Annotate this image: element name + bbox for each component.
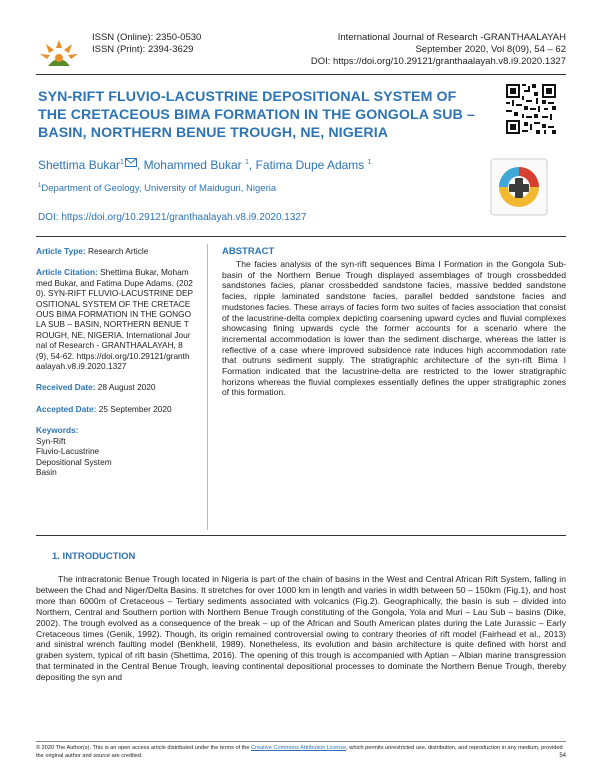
section-divider [36, 535, 566, 536]
author-list [38, 156, 372, 172]
author-2[interactable]: , Mohammed Bukar [136, 158, 242, 172]
page-title: SYN-RIFT FLUVIO-LACUSTRINE DEPOSITIONAL SYSTEM OF THE CRETACEOUS BIMA FORMATION IN THE GONGOLA SUB – BASIN, NORTHERN BENUE TROUGH, NE, NIGERIA [38, 89, 475, 141]
affiliation [38, 183, 276, 194]
abstract-heading: ABSTRACT [222, 246, 275, 257]
author-1-affil: 1 [120, 159, 124, 166]
introduction-heading: 1. INTRODUCTION [52, 551, 136, 562]
license-text-post: , which permits unrestricted use, distribution, and reproduction in any medium, provided the original author and source are credited. [36, 745, 563, 759]
accepted-value: 25 September 2020 [96, 403, 172, 414]
author-1[interactable]: Shettima Bukar [38, 158, 121, 172]
keyword: Fluvio-Lacustrine [36, 446, 100, 457]
journal-logo-icon [36, 36, 82, 70]
author-3-affil: 1 [367, 159, 372, 166]
received-date [36, 382, 194, 392]
received-value: 28 August 2020 [95, 382, 156, 393]
accepted-date [36, 404, 194, 414]
abstract-section [222, 246, 566, 398]
introduction-text: The intracratonic Benue Trough located in Nigeria is part of the chain of basins in the West and Central African Rift System, falling in between the Chad and Niger/Delta Basins. It stretches for over 1000 km in length and varies in width between 50 – 150km (Fig.1), and host more than 6000m of Cretaceous – Tertiary sediments associated with volcanics (Fig.2). Geographically, the basin is sub – divided into Northern, Central and Southern portion with Northern Benue Trough constituting of the Gongola, Yola and Muri – Lau Sub – basins (Dike, 2002). The trough evolved as a consequence of the break – up of the African and South American plates during the Late Jurassic – Early Cretaceous times (Genik, 1992). Though, its origin remained controversial owing to contrary theories of rift model (Fairhead et al., 2013) and sinistral wrench faulting model (Benkhelil, 1989). Nonetheless, its evolution and basin architecture is quite defined with horst and graben system, typical of rift basin (Shettima, 2016). The opening of this trough is accompanied with Aptian – Albian marine transgression that terminated in the Central Benue Trough, leaving continental depositional processes to dominate the Northern Benue Trough, thereby depositing the syn and [36, 574, 566, 683]
header-divider [36, 74, 566, 75]
author-3[interactable]: , Fatima Dupe Adams [248, 158, 365, 172]
author-2-affil: 1 [245, 159, 249, 166]
accepted-label: Accepted Date: [36, 403, 97, 414]
keyword: Depositional System [36, 456, 112, 467]
keyword: Basin [36, 466, 57, 477]
license-text-pre: © 2020 The Author(s). This is an open access article distributed under the terms of the [36, 745, 252, 751]
article-type-value: Research Article [85, 246, 149, 256]
doi-divider [36, 236, 566, 237]
journal-info [311, 32, 566, 68]
crossmark-icon[interactable] [490, 158, 548, 216]
keywords-label: Keywords: [36, 425, 79, 436]
keyword: Syn-Rift [36, 435, 66, 446]
citation-value: Shettima Bukar, Mohammed Bukar, and Fatima Dupe Adams. (2020). SYN-RIFT FLUVIO-LACUSTRINE DEPOSITIONAL SYSTEM OF THE CRETACEOUS BIMA FORMATION IN THE GONGOLA SUB – BASIN, NORTHERN BENUE TROUGH, NE, NIGERIA. International Journal of Research - GRANTHAALAYAH, 8(9), 54-62. https://doi.org/10.29121/granthaalayah.v8.i9.2020.1327 [36, 267, 194, 372]
qr-code-icon[interactable] [506, 84, 556, 134]
affiliation-text: Department of Geology, University of Maiduguri, Nigeria [41, 183, 277, 195]
page-number: 54 [559, 753, 566, 759]
issn-print: ISSN (Print): 2394-3629 [92, 44, 194, 55]
article-type-label: Article Type: [36, 246, 86, 256]
issn-online: ISSN (Online): 2350-0530 [92, 32, 202, 43]
column-divider [207, 244, 208, 530]
article-type [36, 246, 194, 256]
journal-name: International Journal of Research -GRANTHAALAYAH [337, 32, 566, 43]
citation-label: Article Citation: [36, 267, 98, 278]
abstract-text: The facies analysis of the syn-rift sequences Bima I Formation in the Gongola Sub-basin of the Northern Benue Trough displayed assemblages of trough crossbedded sandstones facies, planar crossbedded sandstone facies, massive bedded sandstone facies, ripple laminated sandstone facies, parallel bedded sandstone facies and mudstones facies. These arrays of facies form two suites of facies association that consist of the lacustrine-delta complex depicting coarsening upward cycles and fluvial complexes showcasing fining upwards cycle the former accounts for a scenario where the incremental accommodation is lower than the sediment discharge, whereas the latter is reflective of a case where improved subsidence rate induces high accommodation rate that outruns sediment supply. The stratigraphic architecture of the syn-rift Bima I Formation indicated that the lacustrine-delta are restricted to the lower stratigraphic horizons whereas the fluvial complexes essentially defines the upper stratigraphic zones of this formation. [222, 259, 566, 398]
email-icon[interactable] [125, 156, 137, 170]
article-citation [36, 267, 194, 371]
header-doi[interactable]: DOI: https://doi.org/10.29121/granthaalayah.v8.i9.2020.1327 [310, 56, 566, 67]
issn-block [92, 32, 201, 56]
article-doi[interactable]: DOI: https://doi.org/10.29121/granthaalayah.v8.i9.2020.1327 [38, 212, 307, 223]
article-info-sidebar [36, 246, 194, 477]
journal-issue: September 2020, Vol 8(09), 54 – 62 [415, 44, 566, 55]
keywords [36, 425, 194, 477]
received-label: Received Date: [36, 382, 96, 393]
footer-divider [36, 741, 566, 742]
license-footer [36, 745, 566, 760]
license-link[interactable]: Creative Commons Attribution License [251, 745, 347, 751]
affiliation-number: 1 [38, 183, 42, 189]
